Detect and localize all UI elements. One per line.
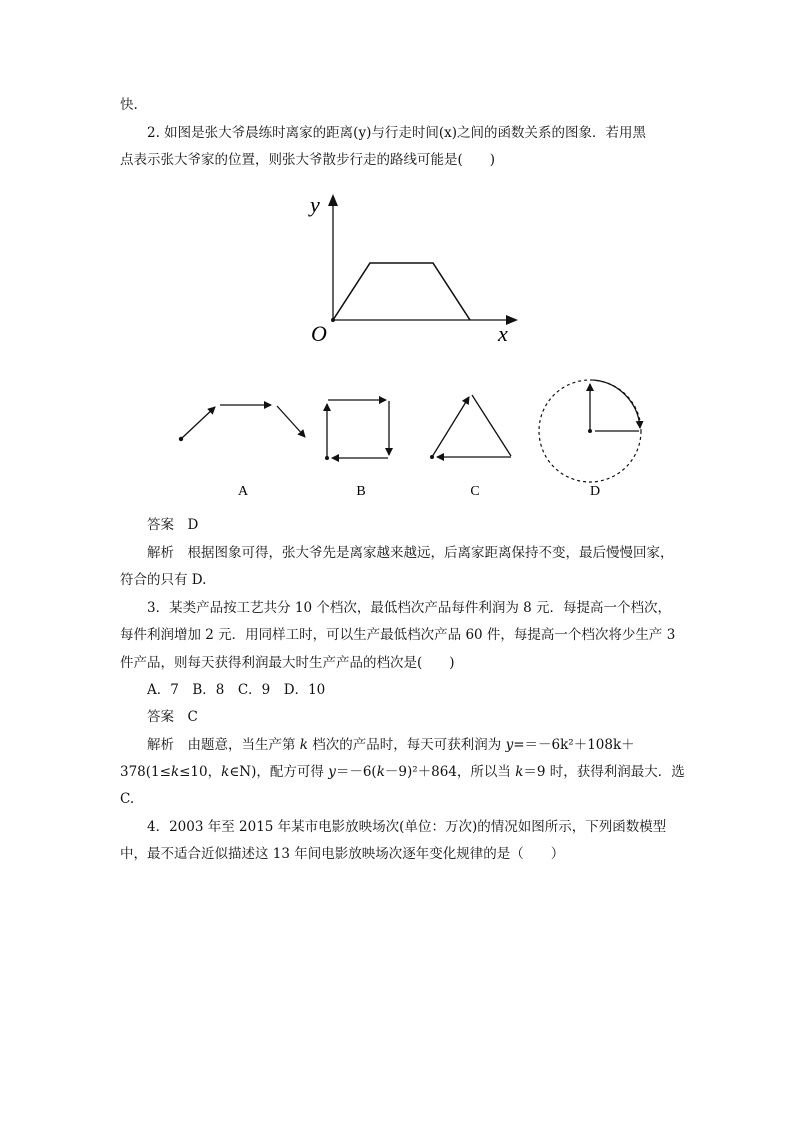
explanation-3-line-2: 378(1≤k≤10，k∈N)，配方可得 y＝－6(k－9)²＋864，所以当 k＝9 时，获得利润最大．选 [120, 764, 685, 780]
option-a-label: A [237, 484, 249, 499]
option-a-route [179, 405, 305, 441]
question-3-options: A．7 B．8 C．9 D．10 [147, 682, 326, 698]
answer-3: 答案 C [147, 709, 198, 725]
answer-2: 答案 D [147, 517, 199, 533]
x-axis-label: x [498, 321, 508, 346]
question-3-line-2: 每件利润增加 2 元．用同样工时，可以生产最低档次产品 60 件，每提高一个档次将少生产 3 [120, 627, 676, 643]
option-c-route [430, 395, 511, 459]
option-d-label: D [589, 484, 601, 499]
question-3-line-1: 3．某类产品按工艺共分 10 个档次，最低档次产品每件利润为 8 元．每提高一个档次， [147, 600, 672, 616]
option-c-label: C [470, 484, 480, 499]
question-4-line-2: 中，最不适合近似描述这 13 年间电影放映场次逐年变化规律的是（ ） [120, 846, 565, 862]
option-b-label: B [356, 484, 366, 499]
question-4-line-1: 4．2003 年至 2015 年某市电影放映场次(单位：万次)的情况如图所示，下列函数模型 [147, 819, 667, 835]
explanation-3-line-1: 解析 由题意，当生产第 k 档次的产品时，每天可获利润为 y=＝－6k²＋108k＋ [147, 737, 635, 753]
question-2-line-2: 点表示张大爷家的位置，则张大爷散步行走的路线可能是( ) [120, 152, 496, 168]
text-line: 快. [120, 97, 138, 113]
explanation-2-line-2: 符合的只有 D. [120, 572, 207, 588]
explanation-2-line-1: 解析 根据图象可得，张大爷先是离家越来越远，后离家距离保持不变，最后慢慢回家， [147, 545, 674, 561]
question-2-line-1: 2. 如图是张大爷晨练时离家的距离(y)与行走时间(x)之间的函数关系的图象．若用黑 [147, 125, 646, 141]
option-b-route [325, 400, 389, 460]
distance-time-graph [300, 188, 530, 350]
route-options-figure [170, 370, 650, 502]
option-d-route [539, 380, 641, 482]
origin-label: O [311, 321, 327, 346]
question-3-line-3: 件产品，则每天获得利润最大时生产产品的档次是( ) [120, 655, 455, 671]
y-axis-label: y [310, 192, 320, 217]
explanation-3-line-3: C. [120, 791, 135, 807]
